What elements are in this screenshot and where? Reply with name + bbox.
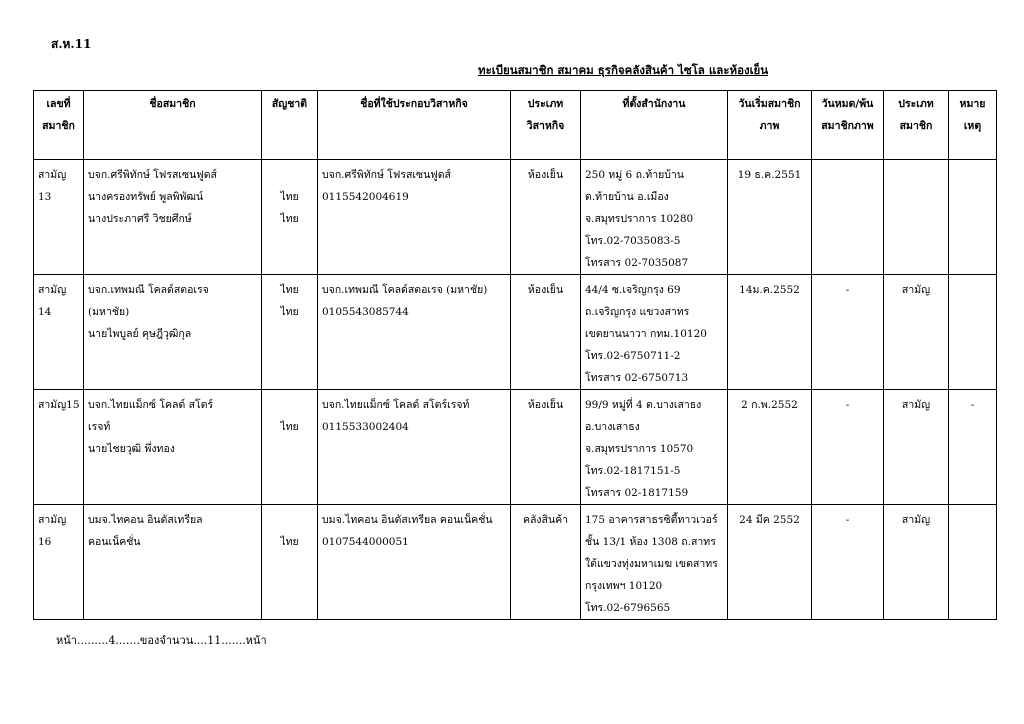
enterprise-cell-line: 0105543085744	[322, 306, 409, 318]
enterprise-cell-line: บจก.เทพมณี โคลด์สตอเรจ (มหาชัย)	[322, 284, 488, 296]
enterprise-cell-line: 0107544000051	[322, 536, 409, 548]
nationality-cell-line: ไทย	[280, 421, 299, 433]
address-cell-line: 44/4 ซ.เจริญกรุง 69	[585, 284, 681, 296]
enterprise-cell	[318, 275, 511, 390]
enterprise-cell	[318, 160, 511, 275]
address-cell-line: กรุงเทพฯ 10120	[585, 580, 663, 592]
header-end-date	[812, 91, 884, 160]
enterprise-cell-line: บจก.ไทยแม็กซ์ โคลด์ สโตร์เรจท์	[322, 399, 470, 411]
enterprise-type-cell: คลังสินค้า	[511, 505, 581, 620]
enterprise-type-cell: ห้องเย็น	[511, 275, 581, 390]
end-date-cell	[812, 160, 884, 275]
end-date-cell: -	[812, 505, 884, 620]
address-cell-line: โทร.02-6796565	[585, 602, 671, 614]
member-name-cell-line: นางครองทรัพย์ พูลพิพัฒน์	[88, 191, 204, 203]
start-date-cell: 24 มีค 2552	[728, 505, 812, 620]
form-code: ส.ห.11	[51, 37, 92, 51]
member-register-table	[33, 90, 997, 620]
start-date-cell: 14ม.ค.2552	[728, 275, 812, 390]
address-cell-line: จ.สมุทรปราการ 10280	[585, 213, 694, 225]
nationality-cell-line: ไทย	[280, 213, 299, 225]
address-cell-line: ใต้แขวงทุ่งมหาเมฆ เขตสาทร	[585, 558, 718, 570]
enterprise-type-cell: ห้องเย็น	[511, 160, 581, 275]
address-cell-line: โทรสาร 02-6750713	[585, 372, 689, 384]
header-enterprise-type	[511, 91, 581, 160]
enterprise-cell-line: 0115542004619	[322, 191, 409, 203]
header-text: วิสาหกิจ	[526, 120, 565, 132]
table-row	[34, 505, 997, 620]
address-cell-line: โทร.02-7035083-5	[585, 235, 681, 247]
address-cell-line: จ.สมุทรปราการ 10570	[585, 443, 694, 455]
table-row	[34, 390, 997, 505]
member-name-cell	[84, 390, 262, 505]
member-name-cell-line: (มหาชัย)	[88, 306, 130, 318]
member-name-cell-line: นายไพบูลย์ คุษฎีวุฒิกุล	[88, 328, 192, 340]
nationality-cell-line	[266, 164, 313, 186]
header-row	[34, 91, 997, 160]
document-title: ทะเบียนสมาชิก สมาคม ธุรกิจคลังสินค้า ไซโล และห้องเย็น	[478, 63, 769, 77]
enterprise-cell	[318, 390, 511, 505]
enterprise-cell-line: บมจ.ไทคอน อินดัสเทรียล คอนเน็คชั่น	[322, 514, 493, 526]
header-text: สมาชิก	[42, 120, 75, 132]
member-no-cell: สามัญ 16	[34, 505, 84, 620]
address-cell-line: ต.ท้ายบ้าน อ.เมือง	[585, 191, 669, 203]
member-name-cell-line: นางประภาศรี วิชยศึกษ์	[88, 213, 192, 225]
address-cell-line: 250 หมู่ 6 ถ.ท้ายบ้าน	[585, 169, 684, 181]
start-date-cell: 19 ธ.ค.2551	[728, 160, 812, 275]
page-footer: หน้า.........4.......ของจำนวน....11.......หน้า	[56, 634, 267, 647]
nationality-cell-line	[266, 394, 313, 416]
member-no-cell: สามัญ 14	[34, 275, 84, 390]
address-cell-line: เขตยานนาวา กทม.10120	[585, 328, 707, 340]
enterprise-cell	[318, 505, 511, 620]
member-name-cell-line: บมจ.ไทคอน อินดัสเทรียล	[88, 514, 203, 526]
member-no-cell: สามัญ 13	[34, 160, 84, 275]
header-text: วันเริ่มสมาชิก	[738, 98, 801, 110]
remark-cell	[949, 505, 997, 620]
member-name-cell-line: บจก.ศรีพิทักษ์ โฟรสเซนฟูดส์	[88, 169, 217, 181]
address-cell-line: โทรสาร 02-7035087	[585, 257, 689, 269]
member-no-cell: สามัญ15	[34, 390, 84, 505]
nationality-cell-line: ไทย	[280, 284, 299, 296]
member-name-cell-line: เรจท์	[88, 421, 111, 433]
address-cell-line: อ.บางเสาธง	[585, 421, 640, 433]
table-row	[34, 275, 997, 390]
table-row	[34, 160, 997, 275]
header-enterprise-name	[318, 91, 511, 160]
header-text: ที่ตั้งสำนักงาน	[622, 98, 686, 110]
header-text: ชื่อสมาชิก	[149, 98, 196, 110]
address-cell	[581, 160, 728, 275]
member-type-cell: สามัญ	[884, 505, 949, 620]
nationality-cell	[262, 505, 318, 620]
header-text: หมาย	[959, 98, 986, 110]
header-text: ประเภท	[527, 98, 564, 110]
member-name-cell-line: บจก.ไทยแม็กซ์ โคลด์ สโตร์	[88, 399, 214, 411]
member-name-cell-line: นายไชยวุฒิ พึ่งทอง	[88, 443, 175, 455]
end-date-cell: -	[812, 390, 884, 505]
member-type-cell: สามัญ	[884, 275, 949, 390]
nationality-cell	[262, 275, 318, 390]
member-type-cell: สามัญ	[884, 390, 949, 505]
member-name-cell	[84, 160, 262, 275]
header-member-no	[34, 91, 84, 160]
nationality-cell	[262, 160, 318, 275]
nationality-cell-line	[266, 509, 313, 531]
header-text: ประเภท	[898, 98, 934, 110]
header-text: ภาพ	[759, 120, 780, 132]
enterprise-cell-line: บจก.ศรีพิทักษ์ โฟรสเซนฟูดส์	[322, 169, 451, 181]
address-cell-line: โทรสาร 02-1817159	[585, 487, 689, 499]
header-remark	[949, 91, 997, 160]
header-text: ชื่อที่ใช้ประกอบวิสาหกิจ	[360, 98, 468, 110]
address-cell	[581, 275, 728, 390]
header-start-date	[728, 91, 812, 160]
address-cell-line: ชั้น 13/1 ห้อง 1308 ถ.สาทร	[585, 536, 716, 548]
address-cell-line: โทร.02-6750711-2	[585, 350, 681, 362]
table-body	[34, 160, 997, 620]
address-cell	[581, 390, 728, 505]
header-text: สมาชิก	[899, 120, 933, 132]
nationality-cell-line: ไทย	[280, 191, 299, 203]
address-cell-line: 175 อาคารสาธรซิตี้ทาวเวอร์	[585, 514, 718, 526]
remark-cell	[949, 160, 997, 275]
end-date-cell: -	[812, 275, 884, 390]
header-nationality	[262, 91, 318, 160]
address-cell-line: โทร.02-1817151-5	[585, 465, 681, 477]
remark-cell: -	[949, 390, 997, 505]
nationality-cell-line: ไทย	[280, 536, 299, 548]
member-name-cell-line: คอนเน็คชั่น	[88, 536, 141, 548]
header-member-type	[884, 91, 949, 160]
header-text: สมาชิกภาพ	[821, 120, 874, 132]
nationality-cell-line: ไทย	[280, 306, 299, 318]
enterprise-cell-line: 0115533002404	[322, 421, 409, 433]
member-name-cell	[84, 275, 262, 390]
nationality-cell	[262, 390, 318, 505]
member-name-cell	[84, 505, 262, 620]
enterprise-type-cell: ห้องเย็น	[511, 390, 581, 505]
address-cell-line: ถ.เจริญกรุง แขวงสาทร	[585, 306, 690, 318]
header-text: เลขที่	[46, 98, 71, 110]
address-cell	[581, 505, 728, 620]
remark-cell	[949, 275, 997, 390]
header-text: สัญชาติ	[271, 98, 308, 110]
header-text: เหตุ	[963, 120, 982, 132]
member-type-cell	[884, 160, 949, 275]
header-text: วันหมด/พ้น	[821, 98, 874, 110]
header-member-name	[84, 91, 262, 160]
address-cell-line: 99/9 หมู่ที่ 4 ต.บางเสาธง	[585, 399, 702, 411]
header-office-address	[581, 91, 728, 160]
start-date-cell: 2 ก.พ.2552	[728, 390, 812, 505]
member-name-cell-line: บจก.เทพมณี โคลด์สตอเรจ	[88, 284, 209, 296]
